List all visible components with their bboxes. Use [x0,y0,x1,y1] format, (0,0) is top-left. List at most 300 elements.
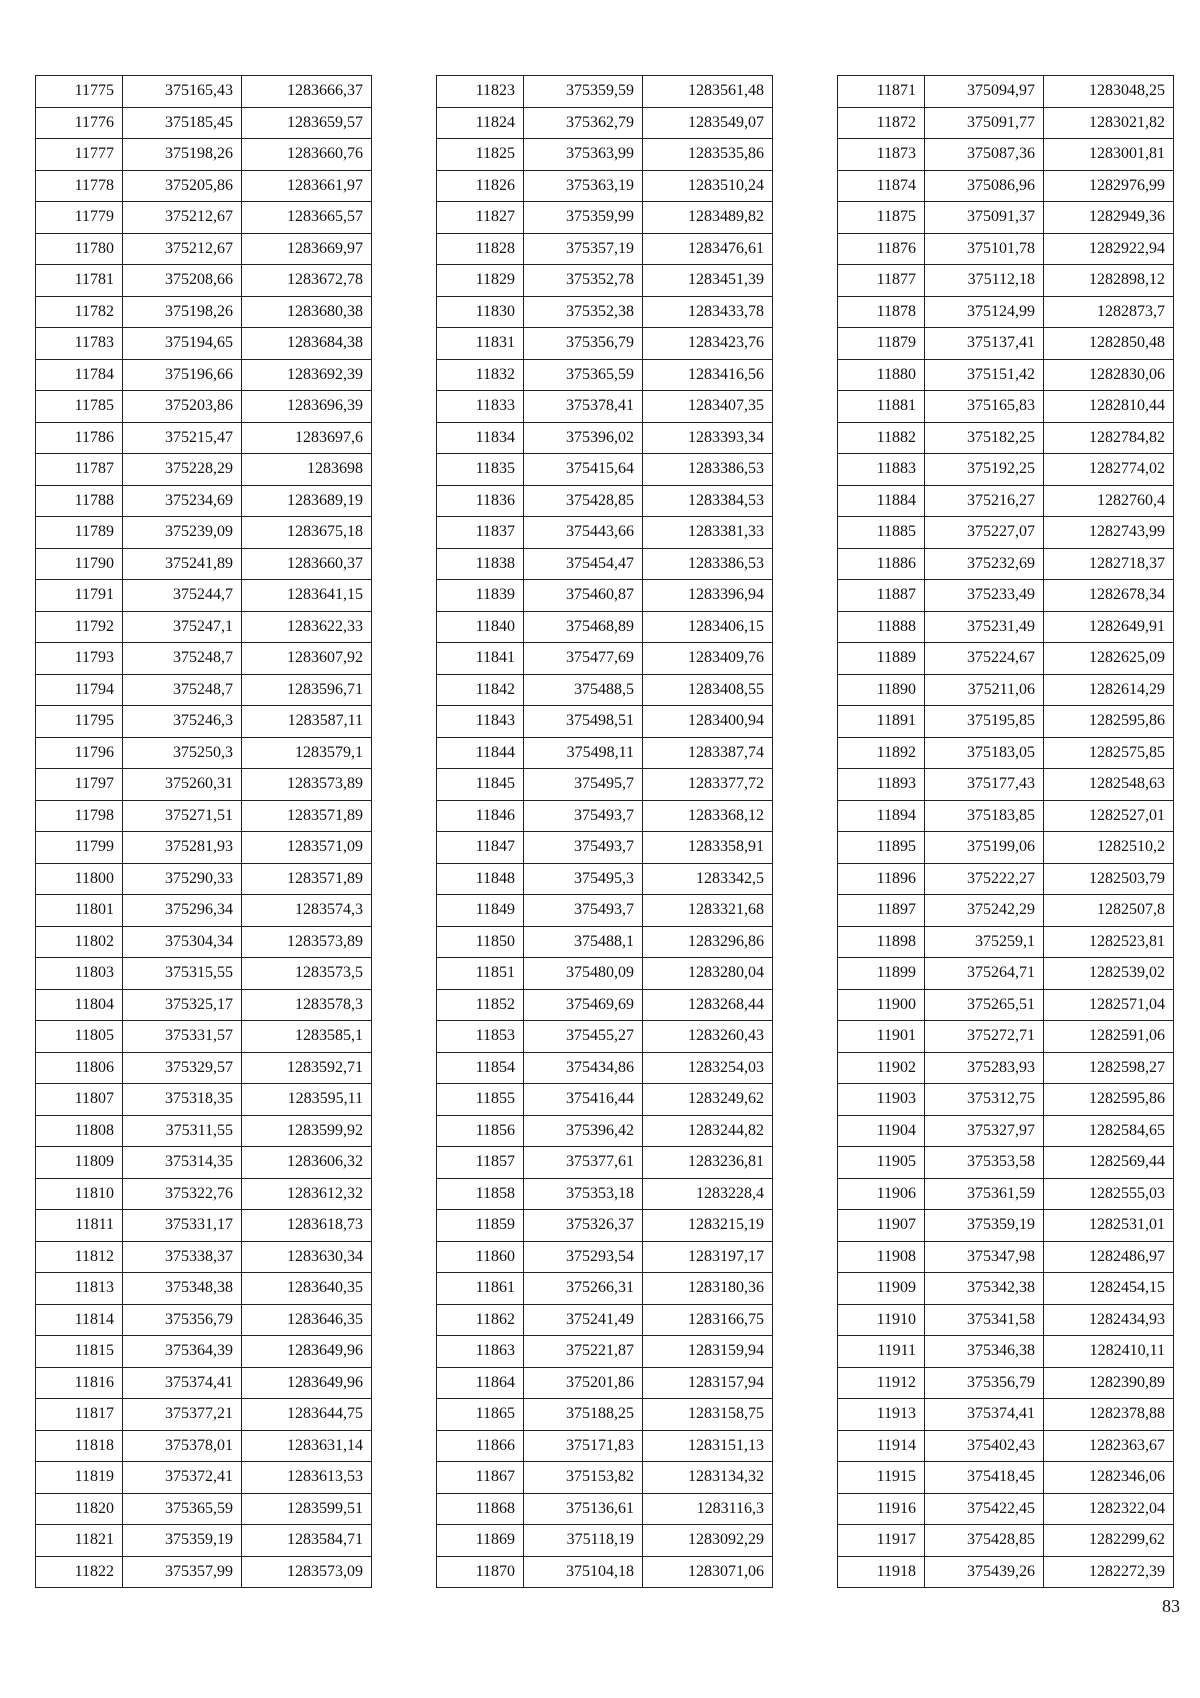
y-coordinate-cell: 1283268,44 [643,989,773,1021]
point-number-cell: 11902 [838,1052,925,1084]
y-coordinate-cell: 1283660,76 [242,139,372,171]
table-row [437,202,773,234]
x-coordinate-cell: 375227,07 [925,517,1044,549]
table-row [36,895,372,927]
x-coordinate-cell: 375192,25 [925,454,1044,486]
table-row [838,359,1174,391]
x-coordinate-cell: 375241,89 [123,548,242,580]
y-coordinate-cell: 1282346,06 [1044,1462,1174,1494]
point-number-cell: 11779 [36,202,123,234]
y-coordinate-cell: 1282523,81 [1044,926,1174,958]
x-coordinate-cell: 375359,19 [123,1525,242,1557]
y-coordinate-cell: 1282584,65 [1044,1115,1174,1147]
table-row [437,769,773,801]
point-number-cell: 11796 [36,737,123,769]
point-number-cell: 11817 [36,1399,123,1431]
y-coordinate-cell: 1282625,09 [1044,643,1174,675]
x-coordinate-cell: 375182,25 [925,422,1044,454]
x-coordinate-cell: 375364,39 [123,1336,242,1368]
x-coordinate-cell: 375342,38 [925,1273,1044,1305]
point-number-cell: 11840 [437,611,524,643]
y-coordinate-cell: 1283249,62 [643,1084,773,1116]
point-number-cell: 11887 [838,580,925,612]
table-row [437,422,773,454]
y-coordinate-cell: 1283689,19 [242,485,372,517]
table-row [838,265,1174,297]
point-number-cell: 11822 [36,1556,123,1588]
point-number-cell: 11873 [838,139,925,171]
x-coordinate-cell: 375087,36 [925,139,1044,171]
table-row [36,1115,372,1147]
y-coordinate-cell: 1283661,97 [242,170,372,202]
y-coordinate-cell: 1282614,29 [1044,674,1174,706]
x-coordinate-cell: 375348,38 [123,1273,242,1305]
y-coordinate-cell: 1282272,39 [1044,1556,1174,1588]
x-coordinate-cell: 375281,93 [123,832,242,864]
point-number-cell: 11784 [36,359,123,391]
point-number-cell: 11820 [36,1493,123,1525]
y-coordinate-cell: 1283592,71 [242,1052,372,1084]
table-row [838,548,1174,580]
y-coordinate-cell: 1283159,94 [643,1336,773,1368]
y-coordinate-cell: 1283433,78 [643,296,773,328]
x-coordinate-cell: 375208,66 [123,265,242,297]
y-coordinate-cell: 1282595,86 [1044,1084,1174,1116]
x-coordinate-cell: 375460,87 [524,580,643,612]
x-coordinate-cell: 375363,19 [524,170,643,202]
y-coordinate-cell: 1282539,02 [1044,958,1174,990]
y-coordinate-cell: 1282649,91 [1044,611,1174,643]
table-row [838,926,1174,958]
x-coordinate-cell: 375205,86 [123,170,242,202]
point-number-cell: 11827 [437,202,524,234]
point-number-cell: 11876 [838,233,925,265]
x-coordinate-cell: 375091,77 [925,107,1044,139]
x-coordinate-cell: 375266,31 [524,1273,643,1305]
table-row [838,296,1174,328]
table-row [838,1241,1174,1273]
y-coordinate-cell: 1283599,92 [242,1115,372,1147]
table-row [437,674,773,706]
x-coordinate-cell: 375242,29 [925,895,1044,927]
y-coordinate-cell: 1283280,04 [643,958,773,990]
y-coordinate-cell: 1283236,81 [643,1147,773,1179]
y-coordinate-cell: 1282976,99 [1044,170,1174,202]
x-coordinate-cell: 375359,99 [524,202,643,234]
table-row [437,643,773,675]
point-number-cell: 11899 [838,958,925,990]
y-coordinate-cell: 1282898,12 [1044,265,1174,297]
point-number-cell: 11883 [838,454,925,486]
x-coordinate-cell: 375346,38 [925,1336,1044,1368]
point-number-cell: 11837 [437,517,524,549]
point-number-cell: 11800 [36,863,123,895]
x-coordinate-cell: 375353,58 [925,1147,1044,1179]
table-row [437,1525,773,1557]
x-coordinate-cell: 375246,3 [123,706,242,738]
point-number-cell: 11846 [437,800,524,832]
x-coordinate-cell: 375454,47 [524,548,643,580]
x-coordinate-cell: 375241,49 [524,1304,643,1336]
point-number-cell: 11912 [838,1367,925,1399]
point-number-cell: 11825 [437,139,524,171]
y-coordinate-cell: 1283595,11 [242,1084,372,1116]
table-row [437,1052,773,1084]
table-row [437,1556,773,1588]
y-coordinate-cell: 1283180,36 [643,1273,773,1305]
point-number-cell: 11783 [36,328,123,360]
y-coordinate-cell: 1282503,79 [1044,863,1174,895]
table-row [437,1241,773,1273]
point-number-cell: 11906 [838,1178,925,1210]
point-number-cell: 11824 [437,107,524,139]
point-number-cell: 11793 [36,643,123,675]
table-row [838,1556,1174,1588]
x-coordinate-cell: 375469,69 [524,989,643,1021]
x-coordinate-cell: 375198,26 [123,296,242,328]
point-number-cell: 11863 [437,1336,524,1368]
x-coordinate-cell: 375224,67 [925,643,1044,675]
table-row [838,769,1174,801]
x-coordinate-cell: 375312,75 [925,1084,1044,1116]
point-number-cell: 11832 [437,359,524,391]
point-number-cell: 11889 [838,643,925,675]
x-coordinate-cell: 375112,18 [925,265,1044,297]
point-number-cell: 11790 [36,548,123,580]
table-row [36,863,372,895]
table-row [36,800,372,832]
table-row [838,233,1174,265]
y-coordinate-cell: 1283585,1 [242,1021,372,1053]
table-row [437,1367,773,1399]
y-coordinate-cell: 1283666,37 [242,76,372,108]
table-row [838,170,1174,202]
point-number-cell: 11879 [838,328,925,360]
point-number-cell: 11870 [437,1556,524,1588]
y-coordinate-cell: 1283649,96 [242,1367,372,1399]
x-coordinate-cell: 375347,98 [925,1241,1044,1273]
table-row [838,1273,1174,1305]
y-coordinate-cell: 1283423,76 [643,328,773,360]
table-row [838,76,1174,108]
point-number-cell: 11860 [437,1241,524,1273]
table-row [36,107,372,139]
point-number-cell: 11797 [36,769,123,801]
y-coordinate-cell: 1282363,67 [1044,1430,1174,1462]
x-coordinate-cell: 375272,71 [925,1021,1044,1053]
point-number-cell: 11861 [437,1273,524,1305]
table-row [838,1399,1174,1431]
x-coordinate-cell: 375352,38 [524,296,643,328]
point-number-cell: 11777 [36,139,123,171]
y-coordinate-cell: 1283476,61 [643,233,773,265]
point-number-cell: 11806 [36,1052,123,1084]
table-row [838,485,1174,517]
y-coordinate-cell: 1283573,89 [242,926,372,958]
x-coordinate-cell: 375248,7 [123,674,242,706]
y-coordinate-cell: 1283260,43 [643,1021,773,1053]
y-coordinate-cell: 1283573,89 [242,769,372,801]
point-number-cell: 11798 [36,800,123,832]
point-number-cell: 11862 [437,1304,524,1336]
y-coordinate-cell: 1283092,29 [643,1525,773,1557]
y-coordinate-cell: 1283573,09 [242,1556,372,1588]
coordinates-table-2 [436,75,773,1588]
point-number-cell: 11789 [36,517,123,549]
table-row [838,643,1174,675]
table-row [36,1430,372,1462]
point-number-cell: 11916 [838,1493,925,1525]
y-coordinate-cell: 1283021,82 [1044,107,1174,139]
table-row [838,1052,1174,1084]
y-coordinate-cell: 1282299,62 [1044,1525,1174,1557]
y-coordinate-cell: 1283386,53 [643,454,773,486]
table-row [36,674,372,706]
x-coordinate-cell: 375212,67 [123,202,242,234]
table-row [437,1399,773,1431]
table-row [437,863,773,895]
table-row [838,611,1174,643]
table-row [838,391,1174,423]
y-coordinate-cell: 1282575,85 [1044,737,1174,769]
x-coordinate-cell: 375183,85 [925,800,1044,832]
table-row [838,139,1174,171]
point-number-cell: 11830 [437,296,524,328]
point-number-cell: 11808 [36,1115,123,1147]
table-row [838,863,1174,895]
x-coordinate-cell: 375353,18 [524,1178,643,1210]
table-row [36,1525,372,1557]
x-coordinate-cell: 375326,37 [524,1210,643,1242]
table-row [36,139,372,171]
x-coordinate-cell: 375221,87 [524,1336,643,1368]
x-coordinate-cell: 375216,27 [925,485,1044,517]
table-row [838,674,1174,706]
table-row [437,1084,773,1116]
table-row [36,706,372,738]
point-number-cell: 11852 [437,989,524,1021]
y-coordinate-cell: 1283296,86 [643,926,773,958]
point-number-cell: 11895 [838,832,925,864]
table-row [36,1273,372,1305]
x-coordinate-cell: 375365,59 [524,359,643,391]
table-row [36,517,372,549]
point-number-cell: 11788 [36,485,123,517]
table-row [36,1021,372,1053]
y-coordinate-cell: 1283599,51 [242,1493,372,1525]
y-coordinate-cell: 1282743,99 [1044,517,1174,549]
table-row [36,1178,372,1210]
table-row [437,706,773,738]
y-coordinate-cell: 1283381,33 [643,517,773,549]
table-row [36,643,372,675]
point-number-cell: 11804 [36,989,123,1021]
point-number-cell: 11775 [36,76,123,108]
y-coordinate-cell: 1283396,94 [643,580,773,612]
x-coordinate-cell: 375304,34 [123,926,242,958]
y-coordinate-cell: 1283001,81 [1044,139,1174,171]
y-coordinate-cell: 1283675,18 [242,517,372,549]
table-row [437,1336,773,1368]
point-number-cell: 11810 [36,1178,123,1210]
point-number-cell: 11871 [838,76,925,108]
point-number-cell: 11792 [36,611,123,643]
table-row [36,485,372,517]
y-coordinate-cell: 1282322,04 [1044,1493,1174,1525]
x-coordinate-cell: 375331,17 [123,1210,242,1242]
y-coordinate-cell: 1282527,01 [1044,800,1174,832]
table-row [36,233,372,265]
coordinates-table-1 [35,75,372,1588]
point-number-cell: 11868 [437,1493,524,1525]
y-coordinate-cell: 1282595,86 [1044,706,1174,738]
point-number-cell: 11910 [838,1304,925,1336]
y-coordinate-cell: 1283358,91 [643,832,773,864]
x-coordinate-cell: 375211,06 [925,674,1044,706]
y-coordinate-cell: 1283451,39 [643,265,773,297]
x-coordinate-cell: 375493,7 [524,832,643,864]
y-coordinate-cell: 1283649,96 [242,1336,372,1368]
point-number-cell: 11801 [36,895,123,927]
x-coordinate-cell: 375378,01 [123,1430,242,1462]
table-row [36,170,372,202]
table-row [36,454,372,486]
point-number-cell: 11844 [437,737,524,769]
point-number-cell: 11897 [838,895,925,927]
table-row [36,832,372,864]
table-row [437,926,773,958]
x-coordinate-cell: 375260,31 [123,769,242,801]
y-coordinate-cell: 1283393,34 [643,422,773,454]
point-number-cell: 11781 [36,265,123,297]
point-number-cell: 11778 [36,170,123,202]
y-coordinate-cell: 1283646,35 [242,1304,372,1336]
point-number-cell: 11867 [437,1462,524,1494]
y-coordinate-cell: 1283587,11 [242,706,372,738]
y-coordinate-cell: 1283669,97 [242,233,372,265]
y-coordinate-cell: 1283489,82 [643,202,773,234]
x-coordinate-cell: 375264,71 [925,958,1044,990]
y-coordinate-cell: 1282774,02 [1044,454,1174,486]
x-coordinate-cell: 375248,7 [123,643,242,675]
x-coordinate-cell: 375296,34 [123,895,242,927]
point-number-cell: 11843 [437,706,524,738]
table-row [36,422,372,454]
point-number-cell: 11896 [838,863,925,895]
x-coordinate-cell: 375151,42 [925,359,1044,391]
point-number-cell: 11851 [437,958,524,990]
x-coordinate-cell: 375377,21 [123,1399,242,1431]
table-row [36,580,372,612]
table-row [36,296,372,328]
point-number-cell: 11884 [838,485,925,517]
table-row [36,265,372,297]
y-coordinate-cell: 1283659,57 [242,107,372,139]
table-row [838,328,1174,360]
table-row [36,359,372,391]
y-coordinate-cell: 1283157,94 [643,1367,773,1399]
x-coordinate-cell: 375259,1 [925,926,1044,958]
y-coordinate-cell: 1283612,32 [242,1178,372,1210]
point-number-cell: 11799 [36,832,123,864]
table-row [36,548,372,580]
x-coordinate-cell: 375183,05 [925,737,1044,769]
table-row [437,170,773,202]
x-coordinate-cell: 375439,26 [925,1556,1044,1588]
table-row [437,611,773,643]
table-row [838,454,1174,486]
x-coordinate-cell: 375495,3 [524,863,643,895]
table-row [437,1462,773,1494]
x-coordinate-cell: 375185,45 [123,107,242,139]
x-coordinate-cell: 375365,59 [123,1493,242,1525]
table-row [437,265,773,297]
table-row [36,328,372,360]
y-coordinate-cell: 1283158,75 [643,1399,773,1431]
table-row [838,107,1174,139]
table-row [838,580,1174,612]
point-number-cell: 11831 [437,328,524,360]
point-number-cell: 11811 [36,1210,123,1242]
x-coordinate-cell: 375434,86 [524,1052,643,1084]
point-number-cell: 11911 [838,1336,925,1368]
x-coordinate-cell: 375359,59 [524,76,643,108]
table-row [838,706,1174,738]
point-number-cell: 11829 [437,265,524,297]
table-row [838,895,1174,927]
point-number-cell: 11914 [838,1430,925,1462]
table-row [437,737,773,769]
table-row [437,76,773,108]
y-coordinate-cell: 1283321,68 [643,895,773,927]
point-number-cell: 11819 [36,1462,123,1494]
point-number-cell: 11880 [838,359,925,391]
y-coordinate-cell: 1283644,75 [242,1399,372,1431]
y-coordinate-cell: 1283549,07 [643,107,773,139]
table-row [36,1241,372,1273]
y-coordinate-cell: 1283384,53 [643,485,773,517]
table-row [838,1493,1174,1525]
point-number-cell: 11878 [838,296,925,328]
x-coordinate-cell: 375239,09 [123,517,242,549]
x-coordinate-cell: 375194,65 [123,328,242,360]
table-row [36,1336,372,1368]
point-number-cell: 11821 [36,1525,123,1557]
y-coordinate-cell: 1283416,56 [643,359,773,391]
y-coordinate-cell: 1282949,36 [1044,202,1174,234]
x-coordinate-cell: 375418,45 [925,1462,1044,1494]
table-row [437,517,773,549]
table-row [437,1493,773,1525]
y-coordinate-cell: 1282555,03 [1044,1178,1174,1210]
table-row [437,580,773,612]
y-coordinate-cell: 1283071,06 [643,1556,773,1588]
x-coordinate-cell: 375124,99 [925,296,1044,328]
point-number-cell: 11849 [437,895,524,927]
y-coordinate-cell: 1282678,34 [1044,580,1174,612]
point-number-cell: 11918 [838,1556,925,1588]
point-number-cell: 11818 [36,1430,123,1462]
y-coordinate-cell: 1283640,35 [242,1273,372,1305]
y-coordinate-cell: 1283571,09 [242,832,372,864]
x-coordinate-cell: 375136,61 [524,1493,643,1525]
point-number-cell: 11805 [36,1021,123,1053]
x-coordinate-cell: 375290,33 [123,863,242,895]
table-row [437,1178,773,1210]
point-number-cell: 11865 [437,1399,524,1431]
y-coordinate-cell: 1283672,78 [242,265,372,297]
x-coordinate-cell: 375488,1 [524,926,643,958]
